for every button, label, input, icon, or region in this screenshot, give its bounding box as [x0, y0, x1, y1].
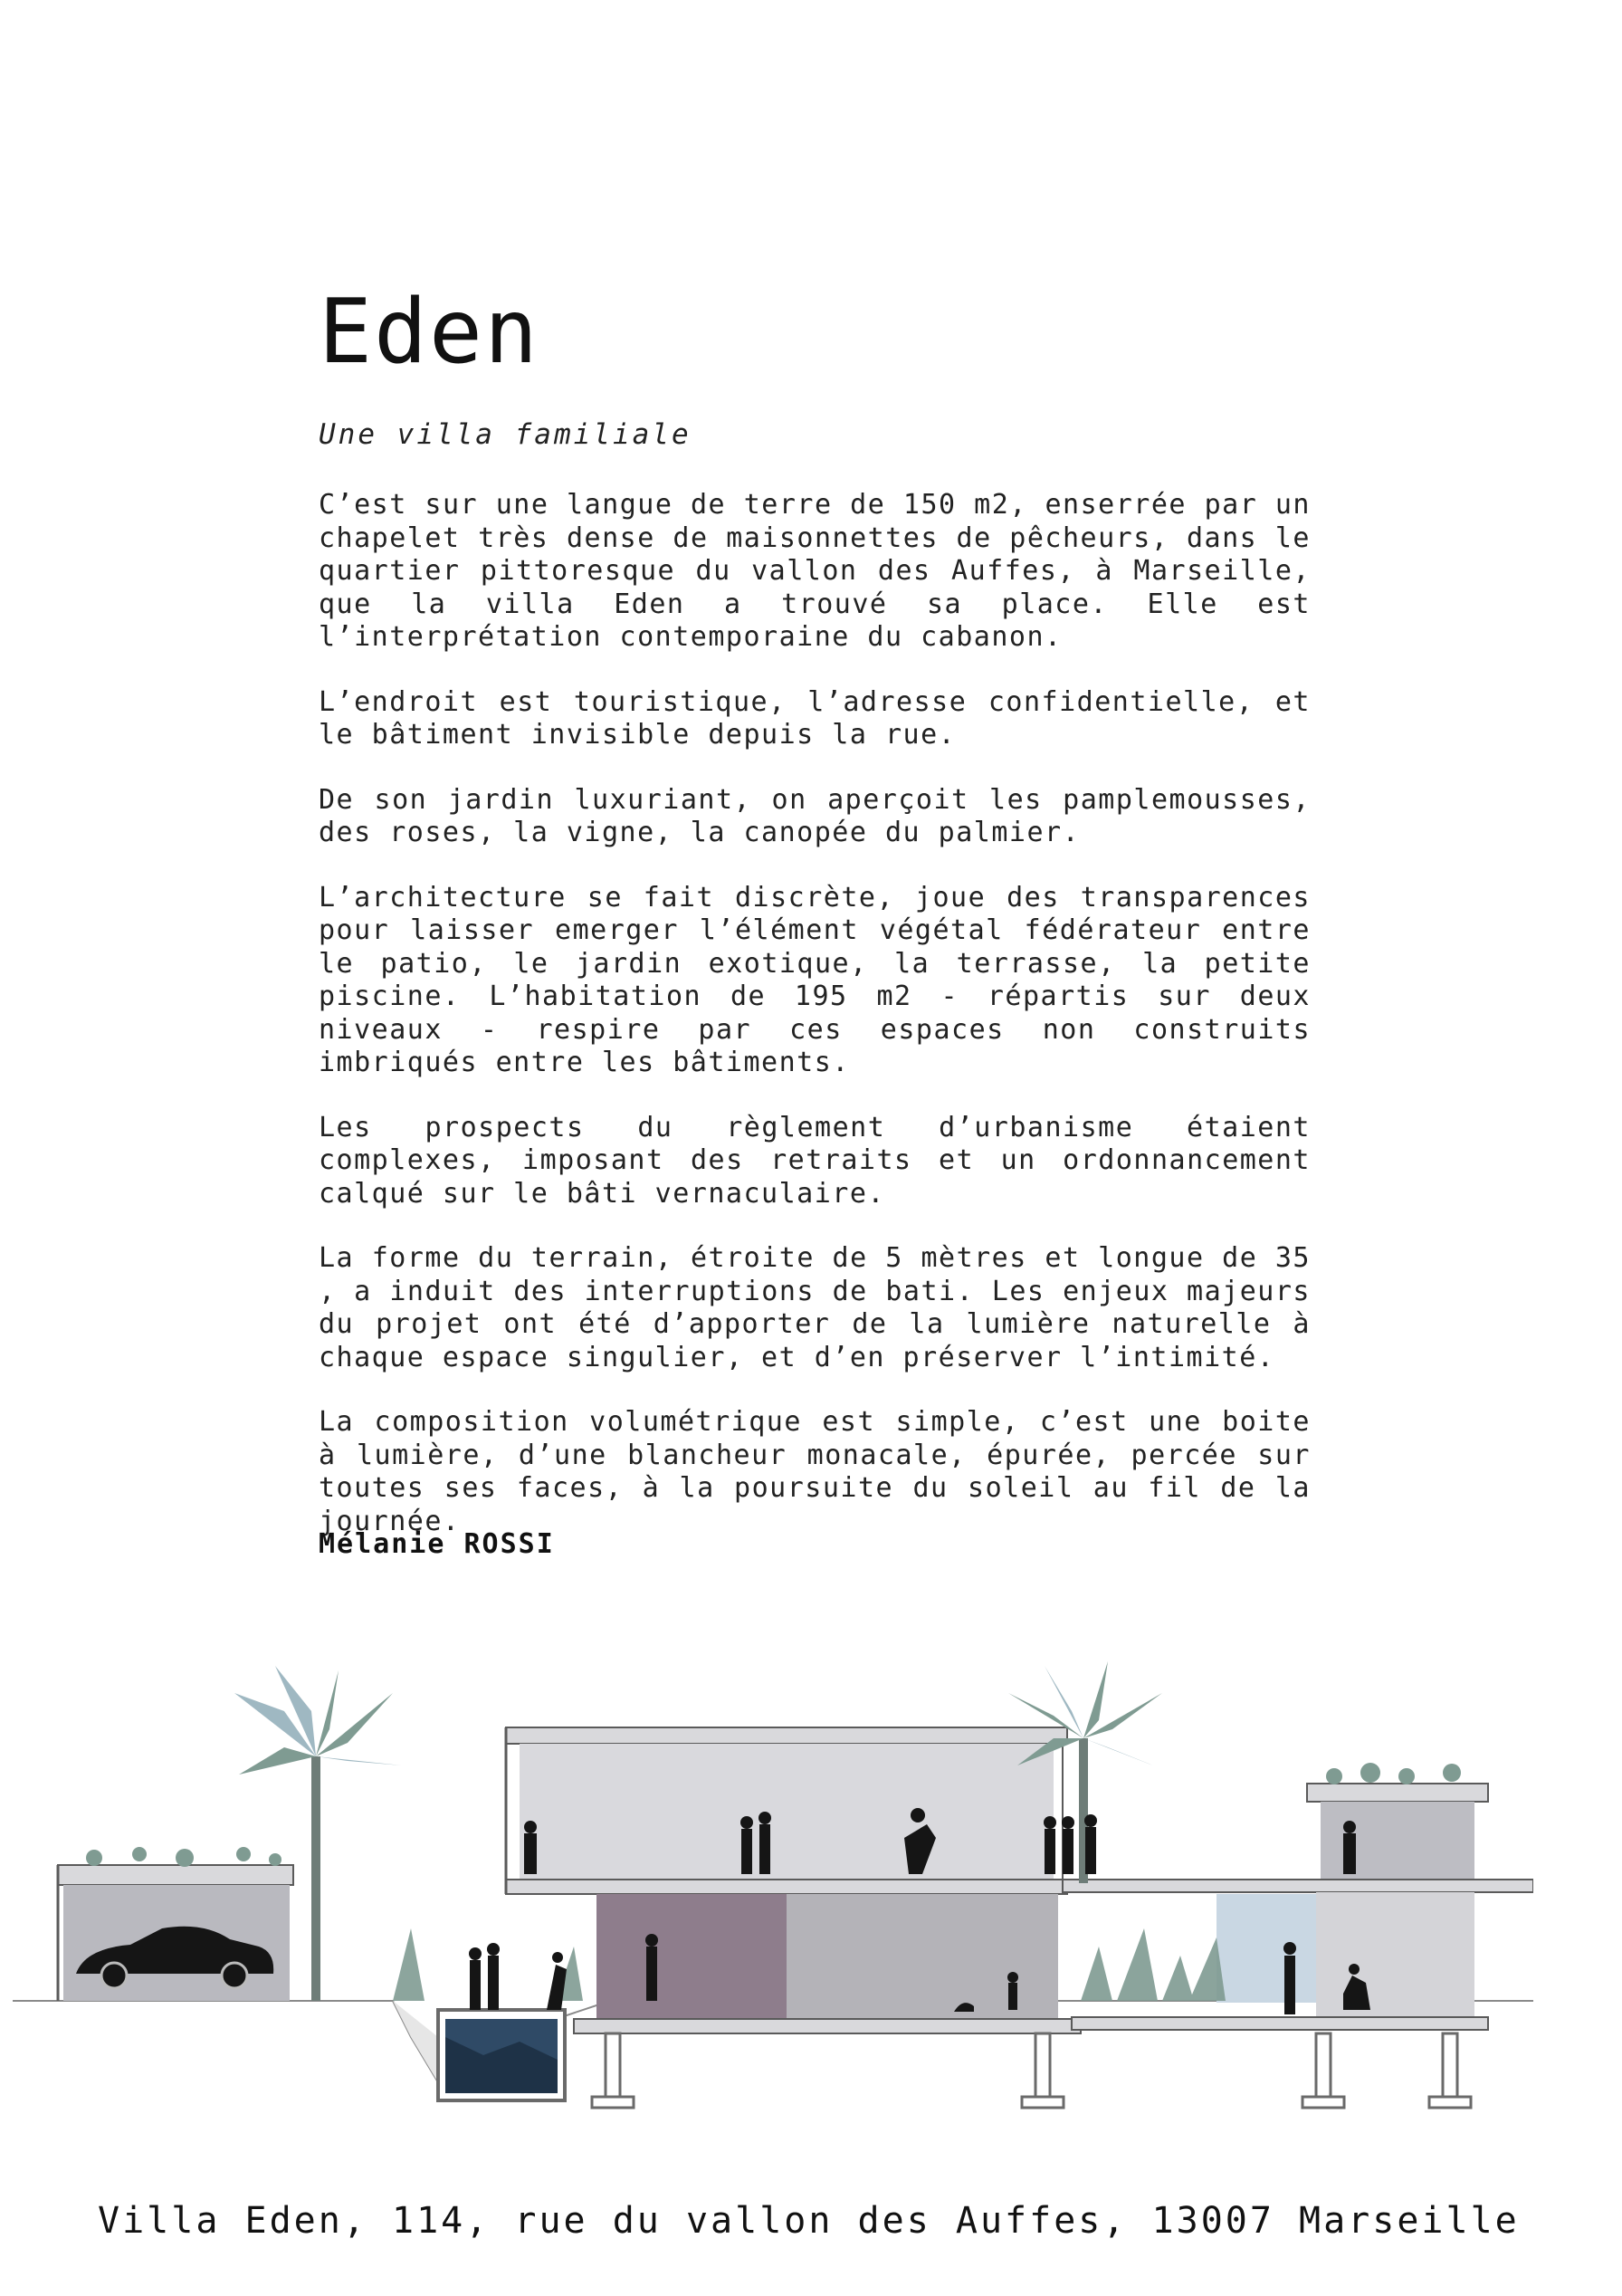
upper-floor-gradient: [520, 1744, 1054, 1880]
right-ground-slab: [1072, 2017, 1488, 2030]
section-svg: [13, 1657, 1533, 2137]
address: Villa Eden, 114, rue du vallon des Auffes, 13007 Marseille: [98, 2200, 1520, 2242]
architectural-section-drawing: [13, 1657, 1533, 2137]
right-slab: [1063, 1880, 1533, 1892]
right-lower: [1316, 1892, 1474, 2019]
roof-plants-icon: [1326, 1763, 1461, 1784]
foundations-icon: [592, 2033, 1471, 2108]
paragraph: Les prospects du règlement d’urbanisme étaient complexes, imposant des retraits et un ordonnancement calqué sur le bâti vernaculaire.: [319, 1111, 1311, 1210]
floor-slab: [506, 1880, 1067, 1894]
roof-plants-icon: [86, 1847, 281, 1867]
main-building-roof: [506, 1727, 1067, 1744]
paragraph: La composition volumétrique est simple, c’est une boite à lumière, d’une blancheur monacale, épurée, percée sur toutes ses faces, à la poursuite du soleil au fil de la journée.: [319, 1406, 1311, 1537]
page-title: Eden: [319, 281, 540, 384]
body-text: [319, 489, 1311, 1570]
paragraph: La forme du terrain, étroite de 5 mètres et longue de 35 , a induit des interruptions de bati. Les enjeux majeurs du projet ont été d’apporter de la lumière naturelle à chaque espace singulier, et d’en préserver l’intimité.: [319, 1242, 1311, 1373]
paragraph: C’est sur une langue de terre de 150 m2, enserrée par un chapelet très dense de maisonnettes de pêcheurs, dans le quartier pittoresque du vallon des Auffes, à Marseille, que la villa Eden a trouvé sa place. Elle est l’interprétation contemporaine du cabanon.: [319, 489, 1311, 653]
paragraph: De son jardin luxuriant, on aperçoit les pamplemousses, des roses, la vigne, la canopée du palmier.: [319, 783, 1311, 848]
lower-floor-mauve: [596, 1894, 787, 2021]
author-signature: Mélanie ROSSI: [319, 1528, 555, 1560]
paragraph: L’endroit est touristique, l’adresse confidentielle, et le bâtiment invisible depuis la rue.: [319, 685, 1311, 751]
glass-panel: [1216, 1894, 1316, 2003]
paragraph: L’architecture se fait discrète, joue des transparences pour laisser emerger l’élément végétal fédérateur entre le patio, le jardin exotique, la terrasse, la petite piscine. L’habitation de 195 m2 - répartis sur deux niveaux - respire par ces espaces non construits imbriqués entre les bâtiments.: [319, 881, 1311, 1078]
garage-roof: [58, 1865, 293, 1885]
ground-slab: [574, 2019, 1081, 2033]
right-building-roof: [1307, 1784, 1488, 1802]
subtitle: Une villa familiale: [319, 418, 692, 451]
